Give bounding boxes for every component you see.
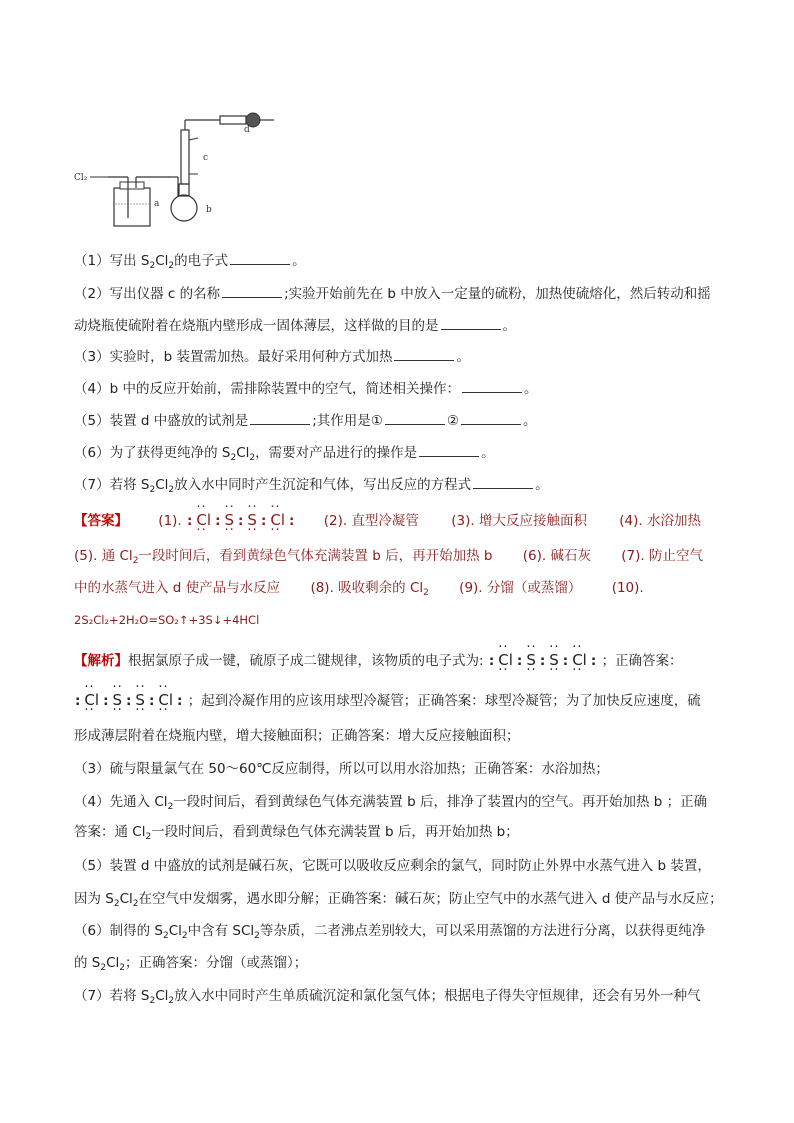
cl2-label: Cl₂ <box>74 173 88 183</box>
analysis-line-4: （3）硫与限量氯气在 50～60℃反应制得，所以可以用水浴加热；正确答案：水浴加热； <box>74 761 609 777</box>
label-d: d <box>244 125 250 135</box>
question-2-line-2: 动烧瓶使硫附着在烧瓶内壁形成一固体薄层，这样做的目的是 。 <box>74 315 516 336</box>
analysis-line-5: （4）先通入 $Cl_2$一段时间后，看到黄绿色气体充满装置 b 后，排净了装置内的空气。再开始加热 b ；正确 <box>74 794 708 812</box>
answer-tag: 【答案】 <box>74 513 128 529</box>
analysis-line-7: （5）装置 d 中盛放的试剂是碱石灰，它既可以吸收反应剩余的氯气，同时防止外界中水蒸气进入 b 装置， <box>74 858 711 874</box>
question-2-line-1: （2）写出仪器 c 的名称 ;实验开始前先在 b 中放入一定量的硫粉，加热使硫熔化，然后转动和摇 <box>74 283 711 304</box>
analysis-tag: 【解析】 <box>74 653 128 669</box>
answer-blank <box>473 474 533 489</box>
analysis-line-9: （6）制得的 $S_2Cl_2$中含有 SCl$_2$等杂质，二者沸点差别较大，可以采用蒸馏的方法进行分离，以获得更纯净 <box>74 923 706 941</box>
electron-formula: :·· Cl ·· :·· S ·· :·· S ·· :·· Cl ·· : <box>186 513 300 529</box>
answer-blank <box>385 410 445 425</box>
electron-formula: :·· Cl ·· :·· S ·· :·· S ·· :·· Cl ·· : <box>74 693 188 709</box>
analysis-line-11: （7）若将 $S_2Cl_2$放入水中同时产生单质硫沉淀和氯化氢气体；根据电子得失守恒规律，还会有另外一种气 <box>74 988 701 1006</box>
analysis-line-2: :·· Cl ·· :·· S ·· :·· S ·· :·· Cl ·· : ；起到冷凝作用的应该用球型冷凝管；正确答案：球型冷凝管；为了加快反应速度，硫 <box>74 690 701 711</box>
answer-blank <box>419 442 479 457</box>
question-7: （7）若将 $S_2Cl_2$放入水中同时产生沉淀和气体，写出反应的方程式 。 <box>74 474 549 500</box>
answer-blank <box>250 410 310 425</box>
question-4: （4）b 中的反应开始前，需排除装置中的空气，简述相关操作： 。 <box>74 378 537 399</box>
answer-blank <box>222 283 282 298</box>
analysis-line-1: 【解析】根据氯原子成一键，硫原子成二键规律，该物质的电子式为: :·· Cl ·· :·· S ·· :·· S ·· :·· Cl ·· : ；正确答案： <box>74 650 683 671</box>
drying-tube-d <box>220 116 246 124</box>
analysis-line-3: 形成薄层附着在烧瓶内壁，增大接触面积；正确答案：增大反应接触面积； <box>74 728 520 744</box>
label-a: a <box>154 199 160 209</box>
gas-bottle-a <box>114 188 150 226</box>
label-c: c <box>203 153 209 163</box>
electron-formula: :·· Cl ·· :·· S ·· :·· S ·· :·· Cl ·· : <box>488 653 602 669</box>
answer-line-2: (5). 通 $Cl_2$一段时间后，看到黄绿色气体充满装置 b 后，再开始加热 b (6). 碱石灰 (7). 防止空气 <box>74 548 703 566</box>
answer-equation: 2S₂Cl₂+2H₂O=SO₂↑+3S↓+4HCl <box>74 613 260 627</box>
question-1: （1）写出 $S_2Cl_2$的电子式 。 <box>74 250 306 276</box>
analysis-line-10: 的 $S_2Cl_2$；正确答案：分馏（或蒸馏）； <box>74 955 308 973</box>
analysis-line-6: 答案：通 $Cl_2$一段时间后，看到黄绿色气体充满装置 b 后，再开始加热 b； <box>74 824 519 842</box>
answer-line-3: 中的水蒸气进入 d 使产品与水反应 (8). 吸收剩余的 $Cl_2$ (9). 分馏（或蒸馏） (10). <box>74 580 644 598</box>
apparatus-diagram <box>70 100 300 230</box>
condenser-c <box>181 130 189 184</box>
answer-blank <box>461 410 521 425</box>
analysis-line-8: 因为 $S_2Cl_2$在空气中发烟雾，遇水即分解；正确答案：碱石灰；防止空气中的水蒸气进入 d 使产品与水反应； <box>74 891 723 909</box>
answer-line-1: 【答案】 (1). :·· Cl ·· :·· S ·· :·· S ·· :·· Cl ·· : (2). 直型冷凝管 (3). 增大反应接触面积 (4). 水浴加热 <box>74 510 701 531</box>
answer-blank <box>462 378 522 393</box>
question-5: （5）装置 d 中盛放的试剂是 ;其作用是① ② 。 <box>74 410 537 431</box>
question-3: （3）实验时，b 装置需加热。最好采用何种方式加热 。 <box>74 346 470 367</box>
bottle-stopper <box>120 182 144 189</box>
answer-blank <box>394 346 454 361</box>
answer-blank <box>441 315 501 330</box>
question-6: （6）为了获得更纯净的 $S_2Cl_2$，需要对产品进行的操作是 。 <box>74 442 495 468</box>
flask-b <box>171 195 197 221</box>
label-b: b <box>206 205 212 215</box>
answer-blank <box>230 250 290 265</box>
